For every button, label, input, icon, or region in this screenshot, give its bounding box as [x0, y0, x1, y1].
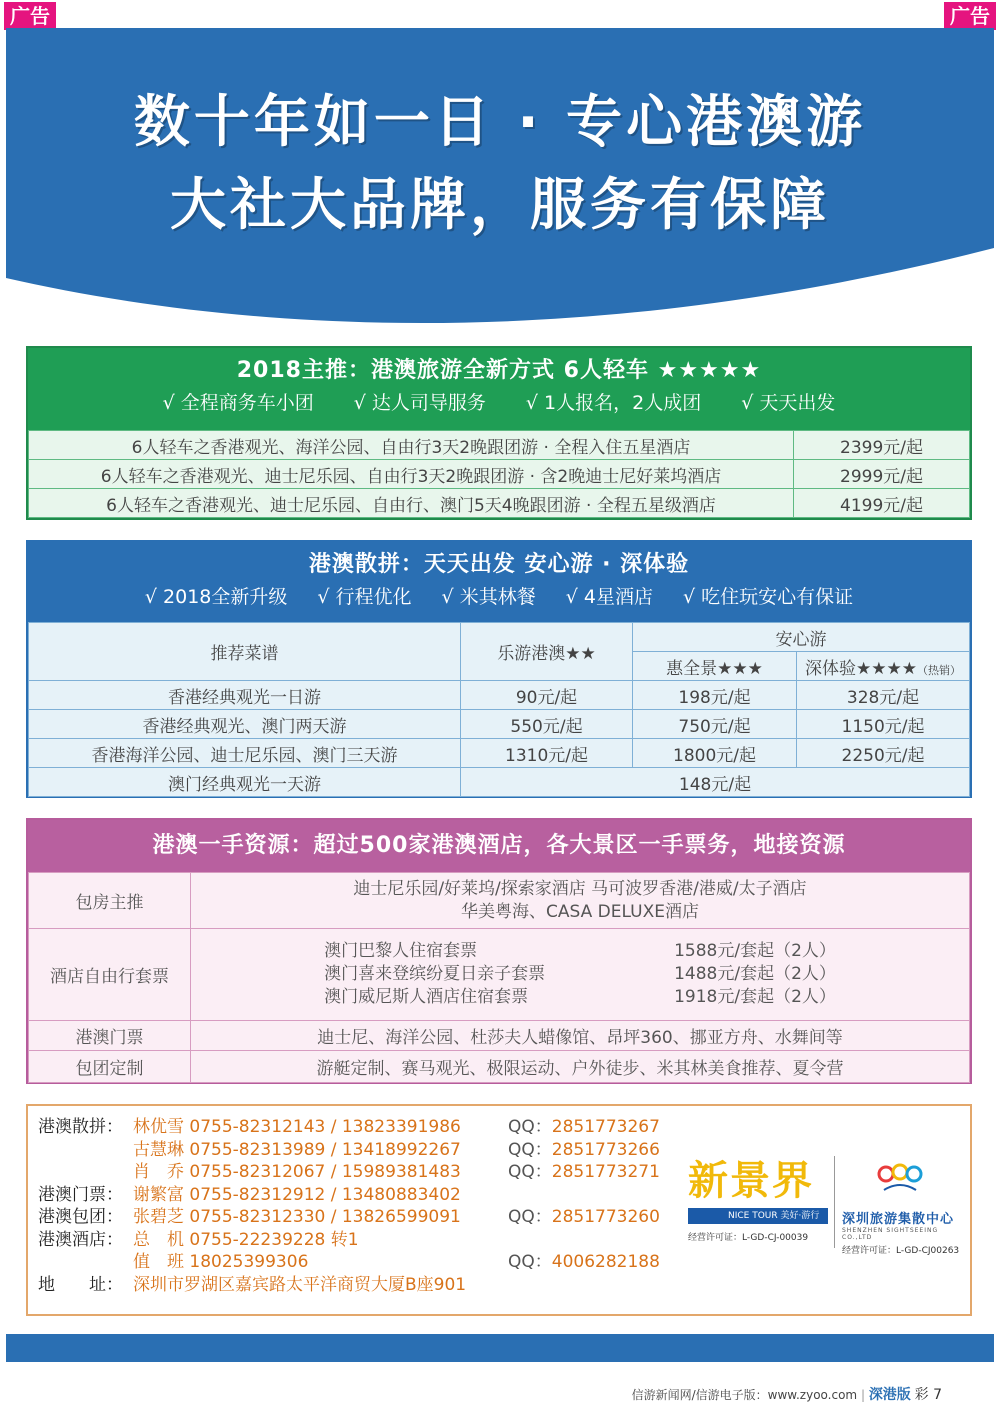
- qq-number: 4006282188: [551, 1252, 660, 1272]
- price-shenti: 2250元/起: [797, 739, 970, 768]
- combo-price: 1488元/套起（2人）: [674, 964, 836, 984]
- feature-item: √ 吃住玩安心有保证: [682, 586, 854, 608]
- qq-number: 2851773260: [551, 1207, 660, 1227]
- combo-name: 澳门威尼斯人酒店住宿套票: [324, 987, 529, 1007]
- szsc-logo: [842, 1156, 962, 1256]
- contact-qq: [508, 1116, 660, 1139]
- feature-item: √ 达人司导服务: [353, 392, 486, 414]
- contact-label: 港澳酒店：: [38, 1229, 123, 1250]
- qq-number: 2851773267: [551, 1117, 660, 1137]
- contact-label: [38, 1251, 133, 1274]
- bottom-bar: [6, 1334, 994, 1362]
- table-row: [29, 739, 970, 768]
- price-shenti: 1150元/起: [797, 710, 970, 739]
- col-header-leyou: 乐游港澳★★: [461, 623, 633, 681]
- contact-qq: [508, 1139, 660, 1162]
- contact-row: [38, 1274, 960, 1297]
- license-text: 经营许可证：L-GD-CJ-00039: [688, 1233, 809, 1243]
- feature-item: √ 全程商务车小团: [162, 392, 314, 414]
- table-row: [29, 710, 970, 739]
- logo-divider: [834, 1156, 835, 1248]
- row-label: 酒店自由行套票: [29, 929, 191, 1021]
- address-label: 地 址：: [38, 1274, 123, 1295]
- qq-number: 2851773266: [551, 1139, 660, 1160]
- qq-key: QQ：: [508, 1252, 552, 1272]
- tour-name: 香港海洋公园、迪士尼乐园、澳门三天游: [29, 739, 461, 768]
- feature-item: √ 天天出发: [741, 392, 836, 414]
- group-tour-table: [28, 622, 970, 797]
- col-header-menu: 推荐菜谱: [29, 623, 461, 681]
- row-label: 包房主推: [29, 873, 191, 929]
- contact-label: [38, 1139, 133, 1162]
- feature-item: √ 行程优化: [317, 586, 412, 608]
- section-title: 2018主推：港澳旅游全新方式 6人轻车 ★★★★★: [236, 358, 762, 383]
- contact-label: 港澳门票：: [38, 1184, 123, 1205]
- section-title: 港澳散拼：天天出发 安心游 · 深体验: [308, 552, 690, 577]
- qq-key: QQ：: [508, 1162, 552, 1182]
- combo-name: 澳门巴黎人住宿套票: [324, 941, 478, 961]
- combo-item: [324, 986, 836, 1009]
- xinjingjie-name: 新景界: [688, 1158, 814, 1204]
- ad-tag-right: 广告: [944, 2, 996, 30]
- row-content: 游艇定制、赛马观光、极限运动、户外徒步、米其林美食推荐、夏令营: [191, 1051, 970, 1083]
- price-leyou: 550元/起: [461, 710, 633, 739]
- col-header-shenti: [797, 652, 970, 681]
- contact-label: 港澳散拼：: [38, 1117, 123, 1137]
- szsc-name: 深圳旅游集散中心: [842, 1212, 955, 1227]
- hero-banner: [6, 28, 994, 348]
- xinjingjie-logo: [688, 1156, 828, 1243]
- contact-value: 肖 乔 0755-82312067 / 15989381483: [133, 1162, 461, 1182]
- feature-list: [28, 582, 970, 612]
- section-header: [28, 542, 970, 622]
- tour-name: 香港经典观光、澳门两天游: [29, 710, 461, 739]
- price-huiquan: 1800元/起: [633, 739, 797, 768]
- footer-site: 信游新闻网/信游电子版：www.zyoo.com: [631, 1388, 858, 1402]
- shenti-label: 深体验★★★★: [805, 658, 917, 679]
- address-value: 深圳市罗湖区嘉宾路太平洋商贸大厦B座901: [133, 1274, 467, 1295]
- contact-label: [38, 1161, 133, 1184]
- contact-label: 港澳包团：: [38, 1207, 123, 1227]
- table-row: [29, 431, 970, 460]
- tour-name: 6人轻车之香港观光、海洋公园、自由行3天2晚跟团游 · 全程入住五星酒店: [29, 431, 794, 460]
- section-resources: [26, 818, 972, 1084]
- tour-name: 6人轻车之香港观光、迪士尼乐园、自由行3天2晚跟团游 · 含2晚迪士尼好莱坞酒店: [29, 460, 794, 489]
- col-header-anxin: 安心游: [633, 623, 970, 652]
- tour-price: 2399元/起: [794, 431, 970, 460]
- tour-price: 2999元/起: [794, 460, 970, 489]
- license-text: 经营许可证：L-GD-CJ00263: [842, 1246, 960, 1256]
- contact-qq: [508, 1251, 660, 1274]
- hero-title-line2: 大社大品牌，服务有保障: [170, 173, 830, 238]
- contact-value: 林优雪 0755-82312143 / 13823391986: [133, 1117, 461, 1137]
- contact-qq: [508, 1161, 660, 1184]
- sightseeing-emblem-icon: [870, 1158, 930, 1202]
- price-huiquan: 198元/起: [633, 681, 797, 710]
- tour-name: 香港经典观光一日游: [29, 681, 461, 710]
- row-label: 包团定制: [29, 1051, 191, 1083]
- table-row: [29, 768, 970, 797]
- contact-value: 张碧芝 0755-82312330 / 13826599091: [133, 1207, 461, 1227]
- price-huiquan: 750元/起: [633, 710, 797, 739]
- contact-value: 值 班 18025399306: [133, 1252, 309, 1272]
- section-header: [28, 348, 970, 430]
- price-leyou: 1310元/起: [461, 739, 633, 768]
- tour-price: 4199元/起: [794, 489, 970, 518]
- contact-value: 总 机 0755-22239228 转1: [133, 1229, 359, 1250]
- qq-key: QQ：: [508, 1139, 552, 1160]
- price-shenti: 328元/起: [797, 681, 970, 710]
- hot-badge: （热销）: [916, 663, 961, 677]
- row-content: [191, 873, 970, 929]
- combo-name: 澳门喜来登缤纷夏日亲子套票: [324, 964, 546, 984]
- contact-qq: [508, 1206, 660, 1229]
- feature-item: √ 2018全新升级: [144, 586, 288, 608]
- feature-item: √ 4星酒店: [565, 586, 653, 608]
- szsc-name-en: SHENZHEN SIGHTSEEING CO.,LTD: [842, 1227, 939, 1241]
- light-car-table: [28, 430, 970, 518]
- combo-item: [324, 940, 836, 963]
- wave-decoration: [6, 238, 994, 348]
- table-row: [29, 929, 970, 1021]
- table-header-row: [29, 623, 970, 652]
- table-row: [29, 489, 970, 518]
- logos: [688, 1156, 960, 1256]
- tour-name: 澳门经典观光一天游: [29, 768, 461, 797]
- footer-edition: 深港版: [868, 1387, 911, 1403]
- table-row: [29, 873, 970, 929]
- hero-title-line1: 数十年如一日 · 专心港澳游: [133, 90, 867, 155]
- feature-list: [28, 388, 970, 418]
- row-content: 迪士尼、海洋公园、杜莎夫人蜡像馆、昂坪360、挪亚方舟、水舞间等: [191, 1021, 970, 1051]
- qq-key: QQ：: [508, 1207, 552, 1227]
- section-title: 港澳一手资源：超过500家港澳酒店，各大景区一手票务，地接资源: [152, 833, 846, 858]
- section-header: [28, 820, 970, 872]
- row-content: [191, 929, 970, 1021]
- combo-price: 1588元/套起（2人）: [674, 941, 836, 961]
- tour-price: 148元/起: [461, 768, 970, 797]
- row-label: 港澳门票: [29, 1021, 191, 1051]
- table-row: [29, 1021, 970, 1051]
- contact-row: [38, 1116, 960, 1139]
- contact-value: 谢繁富 0755-82312912 / 13480883402: [133, 1184, 461, 1205]
- combo-price: 1918元/套起（2人）: [674, 987, 836, 1007]
- hotel-line: 华美粤海、CASA DELUXE酒店: [461, 901, 699, 922]
- page-number: 彩 7: [914, 1387, 942, 1403]
- col-header-huiquan: 惠全景★★★: [633, 652, 797, 681]
- page-footer: 信游新闻网/信游电子版：www.zyoo.com | 深港版 彩 7: [631, 1387, 942, 1403]
- contact-value: 古慧琳 0755-82313989 / 13418992267: [133, 1139, 461, 1160]
- qq-key: QQ：: [508, 1117, 552, 1137]
- qq-number: 2851773271: [551, 1162, 660, 1182]
- feature-item: √ 1人报名，2人成团: [525, 392, 702, 414]
- table-row: [29, 1051, 970, 1083]
- nice-tour-bar: NICE TOUR 美好·游行: [688, 1208, 828, 1224]
- tour-name: 6人轻车之香港观光、迪士尼乐园、自由行、澳门5天4晚跟团游 · 全程五星级酒店: [29, 489, 794, 518]
- section-group-tours: [26, 540, 972, 798]
- combo-list: [324, 940, 836, 1009]
- combo-item: [324, 963, 836, 986]
- table-row: [29, 460, 970, 489]
- resources-table: [28, 872, 970, 1083]
- ad-tag-left: 广告: [4, 2, 56, 30]
- section-light-car: [26, 346, 972, 520]
- price-leyou: 90元/起: [461, 681, 633, 710]
- table-row: [29, 681, 970, 710]
- feature-item: √ 米其林餐: [441, 586, 536, 608]
- hotel-line: 迪士尼乐园/好莱坞/探索家酒店 马可波罗香港/港威/太子酒店: [353, 878, 807, 899]
